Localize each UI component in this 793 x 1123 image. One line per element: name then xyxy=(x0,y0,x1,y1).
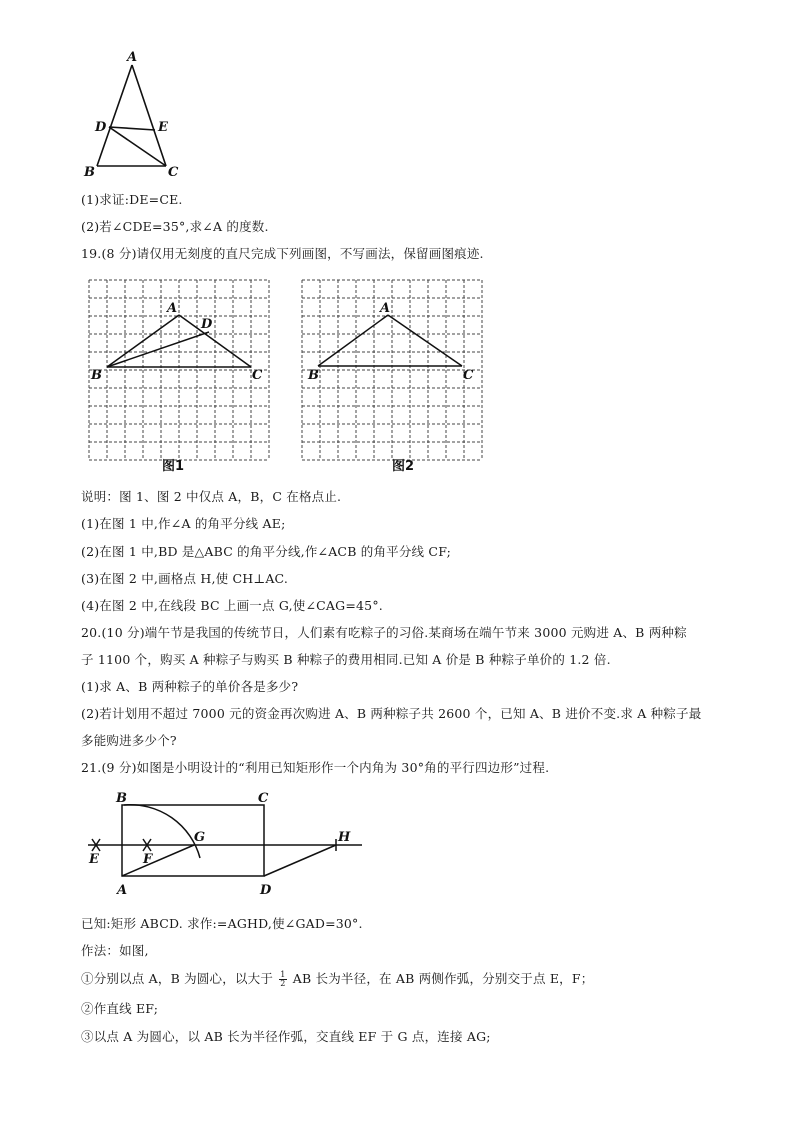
segment-AG xyxy=(122,845,194,876)
rect-label-D: D xyxy=(260,883,272,898)
q20-line1: 20.(10 分)端午节是我国的传统节日，人们素有吃粽子的习俗.某商场在端午节来 3000 元购进 A、B 两种粽 xyxy=(81,625,687,640)
q19-part2: (2)在图 1 中,BD 是△ABC 的角平分线,作∠ACB 的角平分线 CF; xyxy=(81,544,452,559)
q18-part1: (1)求证:DE=CE. xyxy=(81,192,183,207)
rectangle-construction-figure xyxy=(84,786,374,906)
rect-label-F: F xyxy=(143,852,153,867)
q20-line2: 子 1100 个，购买 A 种粽子与购买 B 种粽子的费用相同.已知 A 价是 B 种粽子单价的 1.2 倍. xyxy=(81,652,611,667)
segment-DH xyxy=(264,845,336,876)
rect-label-A: A xyxy=(117,883,128,898)
q19-part1: (1)在图 1 中,作∠A 的角平分线 AE; xyxy=(81,516,286,531)
q21-step1 xyxy=(81,970,593,988)
q20-part1: (1)求 A、B 两种粽子的单价各是多少? xyxy=(81,679,299,694)
rect-label-B: B xyxy=(116,791,127,806)
rect-label-C: C xyxy=(258,791,269,806)
fig1-label-B: B xyxy=(91,368,102,383)
fig2-side-AB xyxy=(318,315,388,366)
q21-step2: ②作直线 EF; xyxy=(81,1001,159,1016)
fraction-denominator: 2 xyxy=(280,979,286,988)
side-AB xyxy=(97,65,132,166)
rect-label-H: H xyxy=(338,830,351,845)
fraction-one-half xyxy=(279,971,286,988)
label-D: D xyxy=(95,120,107,135)
fig2-label-A: A xyxy=(380,301,391,316)
label-C: C xyxy=(168,165,179,180)
arc-BG xyxy=(124,805,200,858)
segment-DE xyxy=(109,127,155,130)
q21-step1-post: AB 长为半径，在 AB 两侧作弧，分别交于点 E，F； xyxy=(292,971,594,986)
fig1-label-A: A xyxy=(167,301,178,316)
fig2-label-C: C xyxy=(463,368,474,383)
rect-label-E: E xyxy=(89,852,99,867)
rect-label-G: G xyxy=(194,830,206,845)
fig1-label-C: C xyxy=(252,368,263,383)
q21-given: 已知:矩形 ABCD. 求作:=AGHD,使∠GAD=30°. xyxy=(81,916,363,931)
label-E: E xyxy=(158,120,168,135)
q21-step1-pre: ①分别以点 A，B 为圆心，以大于 xyxy=(81,971,274,986)
fig1-caption: 图1 xyxy=(162,459,185,474)
side-AC xyxy=(132,65,166,166)
fig2-side-AC xyxy=(388,315,462,366)
label-B: B xyxy=(84,165,95,180)
grid-figure-2 xyxy=(302,280,482,480)
q19-note: 说明：图 1、图 2 中仅点 A，B，C 在格点止. xyxy=(81,489,342,504)
fig2-label-B: B xyxy=(308,368,319,383)
q19-part3: (3)在图 2 中,画格点 H,使 CH⊥AC. xyxy=(81,571,289,586)
q20-part2b: 多能购进多少个? xyxy=(81,733,177,748)
fig1-segment-BD xyxy=(107,332,209,367)
fraction-numerator: 1 xyxy=(280,970,286,979)
q19-part4: (4)在图 2 中,在线段 BC 上画一点 G,使∠CAG=45°. xyxy=(81,598,383,613)
label-A: A xyxy=(127,50,138,65)
q21-step3: ③以点 A 为圆心，以 AB 长为半径作弧，交直线 EF 于 G 点，连接 AG; xyxy=(81,1029,491,1044)
fig2-caption: 图2 xyxy=(392,459,415,474)
q21-method: 作法：如图, xyxy=(81,943,149,958)
q21-title: 21.(9 分)如图是小明设计的“利用已知矩形作一个内角为 30°角的平行四边形”过程. xyxy=(81,760,550,775)
q18-part2: (2)若∠CDE=35°,求∠A 的度数. xyxy=(81,219,269,234)
triangle-figure-q18 xyxy=(80,50,190,180)
q19-title: 19.(8 分)请仅用无刻度的直尺完成下列画图，不写画法，保留画图痕迹. xyxy=(81,246,484,261)
grid-figure-1 xyxy=(89,280,269,480)
fig1-label-D: D xyxy=(201,317,213,332)
q20-part2a: (2)若计划用不超过 7000 元的资金再次购进 A、B 两种粽子共 2600 个，已知 A、B 进价不变.求 A 种粽子最 xyxy=(81,706,702,721)
